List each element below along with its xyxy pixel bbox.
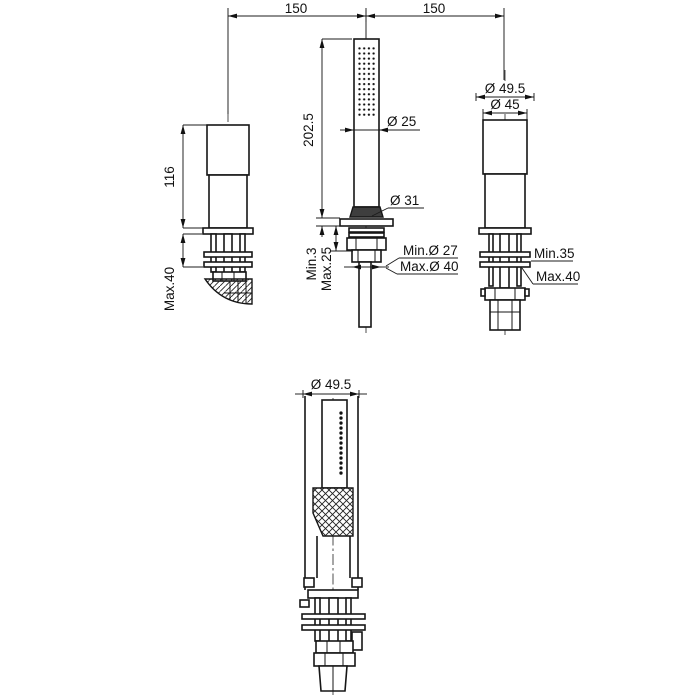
lock-nut (485, 288, 525, 300)
mount-rod-left (489, 234, 493, 286)
knurled-grip (483, 120, 527, 174)
retainer-tab-right (352, 578, 362, 587)
hose-nut-upper (316, 641, 353, 653)
valve-cartridge (490, 300, 520, 330)
leader-line (522, 268, 533, 284)
hole-max-label: Max.Ø 40 (400, 259, 459, 274)
cone-diameter-label: Ø 31 (390, 193, 420, 208)
deck-min-label: Min.3 (304, 247, 319, 281)
lock-ring-upper (349, 228, 384, 232)
side-flange-diameter-label: Ø 49.5 (310, 377, 352, 392)
flange-diameter-label: Ø 49.5 (484, 81, 526, 96)
handle-body (209, 175, 247, 228)
span-right-label: 150 (422, 1, 446, 16)
supply-tube (359, 262, 371, 327)
clamp-plate-lower (204, 262, 252, 267)
escutcheon-flange-side (308, 590, 358, 598)
escutcheon-flange (340, 219, 393, 226)
handle-deck-label: Max.40 (162, 266, 177, 312)
handle-body (485, 174, 525, 228)
base-flange (203, 228, 253, 234)
shower-wand-side (322, 400, 347, 488)
lock-ring-lower (349, 233, 384, 237)
side-view (295, 377, 367, 695)
clamp-plate-upper (204, 252, 252, 257)
knurled-grip (207, 125, 249, 175)
deck-max-label: Max.25 (319, 246, 334, 292)
cone-adapter (350, 207, 383, 217)
left-handle-view (162, 111, 253, 311)
grip-diameter-label: Ø 45 (490, 97, 520, 112)
deck-min-label: Min.35 (534, 246, 575, 261)
shower-height-label: 202.5 (301, 113, 316, 147)
span-left-label: 150 (284, 1, 308, 16)
right-handle-view (476, 70, 580, 335)
valve-stem (500, 234, 509, 288)
hand-shower-view (301, 30, 459, 333)
hose-nut-lower (314, 653, 355, 666)
leader-line (386, 268, 397, 274)
hole-min-label: Min.Ø 27 (403, 243, 458, 258)
knurled-grip-side (313, 488, 353, 536)
leader-line (386, 258, 399, 266)
mounting-nut (347, 238, 386, 250)
deck-section-wedge (205, 279, 252, 304)
threaded-collar (352, 250, 381, 262)
spray-face-dots (357, 45, 376, 117)
clamp-plate-lower (480, 262, 530, 267)
clamp-plate-lower (302, 625, 365, 630)
handle-height-label: 116 (162, 166, 177, 188)
mount-rod-right (517, 234, 521, 286)
nut-tab-right (525, 289, 529, 296)
clamp-plate-upper (302, 614, 365, 619)
side-tab (300, 600, 309, 607)
deck-max-label: Max.40 (536, 269, 581, 284)
retainer-tab-left (304, 578, 314, 587)
shower-diameter-label: Ø 25 (387, 114, 417, 129)
clamp-plate-upper (480, 252, 530, 257)
nut-tab-left (481, 289, 485, 296)
base-flange (479, 228, 531, 234)
